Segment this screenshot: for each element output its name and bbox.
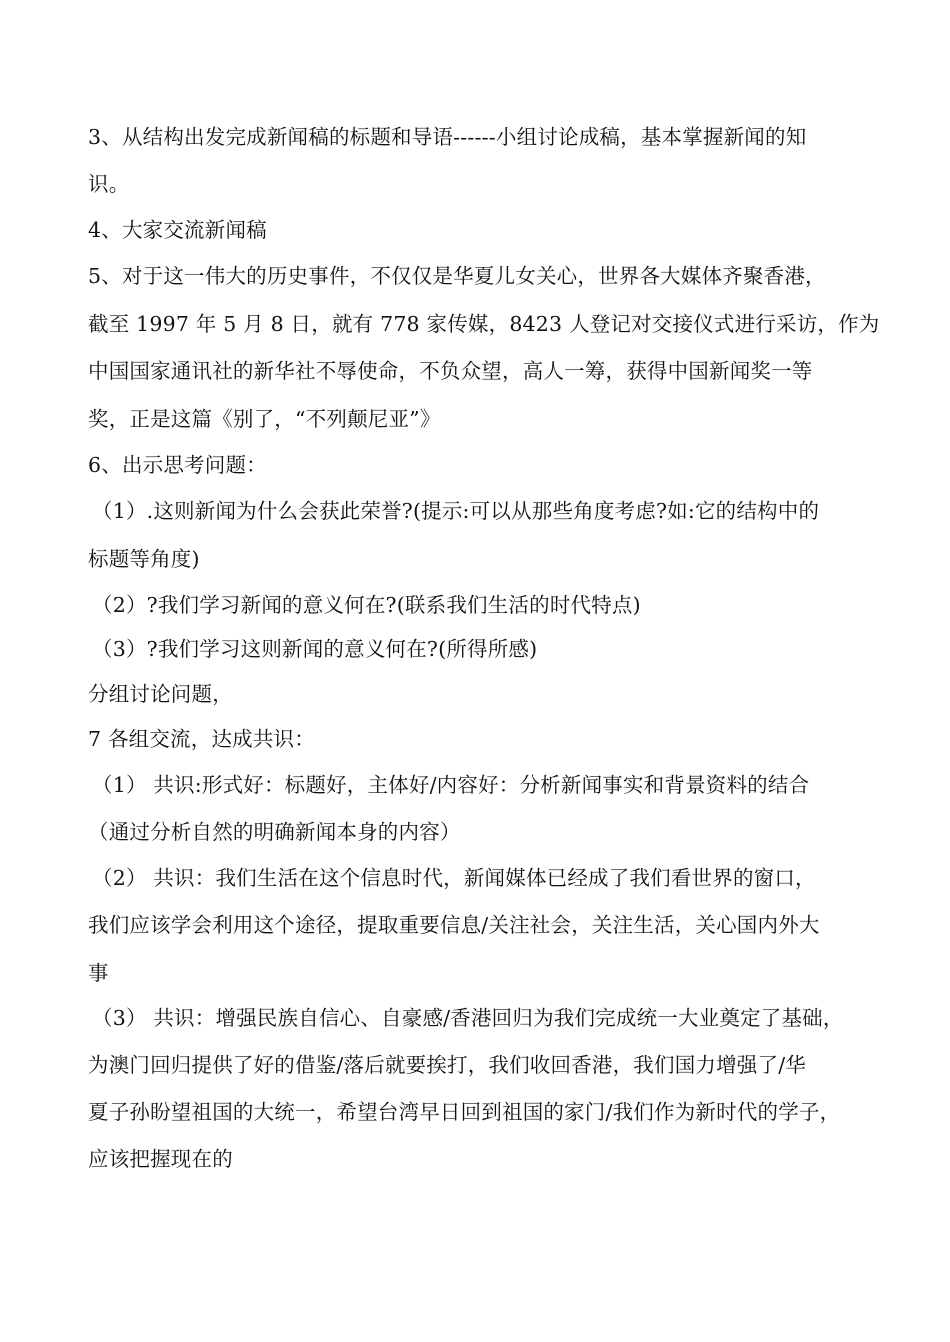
consensus-3-cont-1: 为澳门回归提供了好的借鉴/落后就要挨打，我们收回香港，我们国力增强了/华 bbox=[88, 1053, 807, 1077]
step-5-text-cont-1: 截至 1997 年 5 月 8 日，就有 778 家传媒，8423 人登记对交接仪式进行采访，作为 bbox=[88, 312, 880, 336]
group-discussion: 分组讨论问题， bbox=[88, 682, 233, 706]
step-5-text-cont-2: 中国国家通讯社的新华社不辱使命，不负众望，高人一筹，获得中国新闻奖一等 bbox=[88, 359, 813, 383]
step-5-text-cont-3: 奖，正是这篇《别了，“不列颠尼亚”》 bbox=[88, 407, 441, 431]
question-3: （3）?我们学习这则新闻的意义何在?(所得所感) bbox=[92, 637, 538, 661]
step-3-text-cont: 识。 bbox=[88, 172, 130, 196]
consensus-1-cont: （通过分析自然的明确新闻本身的内容） bbox=[88, 820, 461, 844]
question-1-cont: 标题等角度) bbox=[88, 547, 200, 571]
consensus-2-cont-1: 我们应该学会利用这个途径，提取重要信息/关注社会，关注生活，关心国内外大 bbox=[88, 913, 820, 937]
step-7-heading: 7 各组交流，达成共识： bbox=[88, 727, 315, 751]
consensus-3: （3） 共识：增强民族自信心、自豪感/香港回归为我们完成统一大业奠定了基础， bbox=[92, 1006, 844, 1030]
consensus-3-cont-2: 夏子孙盼望祖国的大统一，希望台湾早日回到祖国的家门/我们作为新时代的学子， bbox=[88, 1100, 841, 1124]
consensus-1: （1） 共识:形式好：标题好，主体好/内容好：分析新闻事实和背景资料的结合 bbox=[92, 773, 810, 797]
step-5-text: 5、对于这一伟大的历史事件，不仅仅是华夏儿女关心，世界各大媒体齐聚香港， bbox=[88, 264, 826, 288]
step-6-heading: 6、出示思考问题： bbox=[88, 453, 267, 477]
step-3-text: 3、从结构出发完成新闻稿的标题和导语------小组讨论成稿，基本掌握新闻的知 bbox=[88, 125, 807, 149]
question-1: （1）.这则新闻为什么会获此荣誉?(提示:可以从那些角度考虑?如:它的结构中的 bbox=[92, 499, 820, 523]
consensus-3-cont-3: 应该把握现在的 bbox=[88, 1147, 233, 1171]
consensus-2-cont-2: 事 bbox=[88, 961, 109, 985]
question-2: （2）?我们学习新闻的意义何在?(联系我们生活的时代特点) bbox=[92, 593, 641, 617]
step-4-text: 4、大家交流新闻稿 bbox=[88, 218, 267, 242]
consensus-2: （2） 共识：我们生活在这个信息时代，新闻媒体已经成了我们看世界的窗口， bbox=[92, 866, 816, 890]
